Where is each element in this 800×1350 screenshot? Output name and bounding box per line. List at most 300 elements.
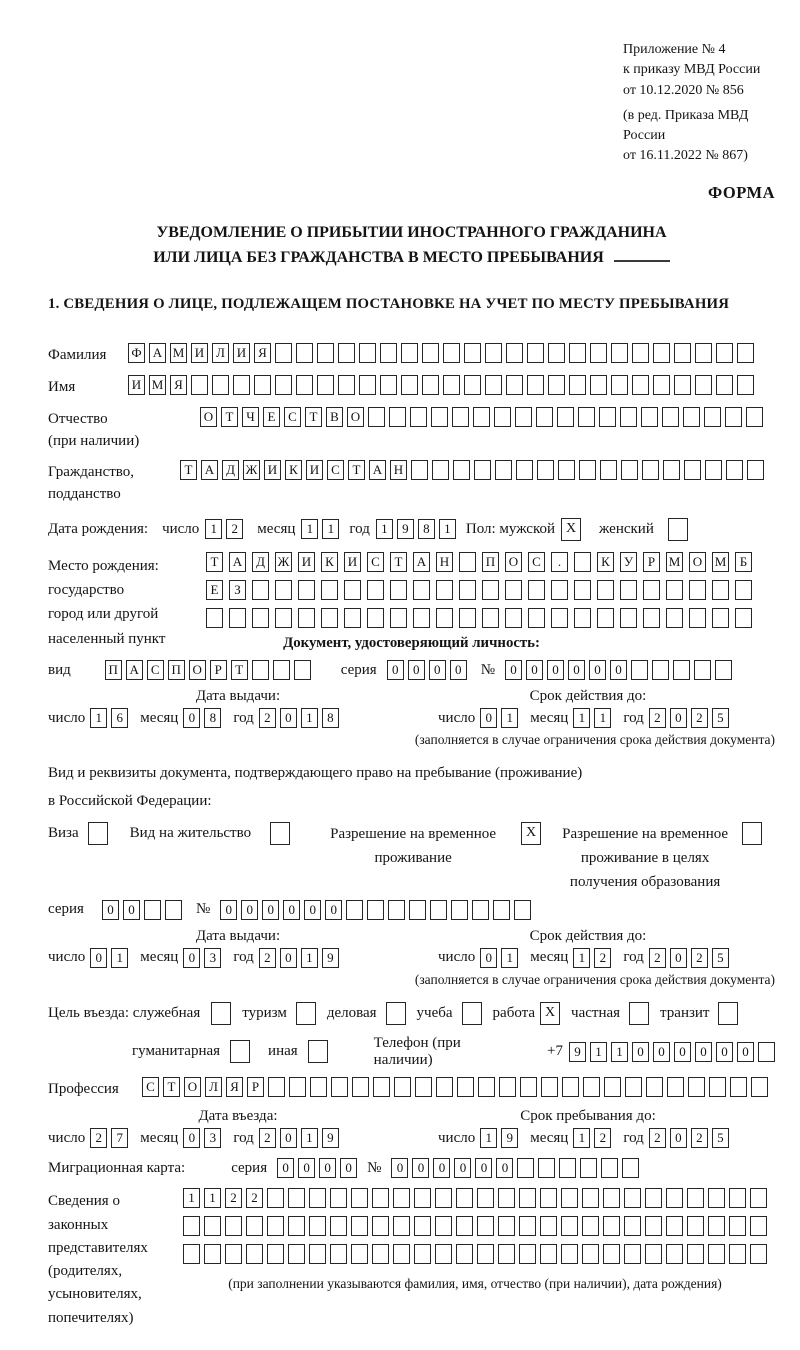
cell[interactable] (432, 460, 449, 480)
phone-cells[interactable] (569, 1042, 775, 1062)
cell[interactable]: 0 (429, 660, 446, 680)
cell[interactable]: 0 (340, 1158, 357, 1178)
cell[interactable] (436, 1077, 453, 1097)
cell[interactable] (413, 580, 430, 600)
cell[interactable] (578, 407, 595, 427)
cell[interactable] (645, 1188, 662, 1208)
cell[interactable] (246, 1244, 263, 1264)
cell[interactable] (414, 1244, 431, 1264)
cell[interactable] (688, 1077, 705, 1097)
cell[interactable] (708, 1216, 725, 1236)
cell[interactable]: Л (212, 343, 229, 363)
cell[interactable] (367, 580, 384, 600)
cell[interactable] (206, 608, 223, 628)
cell[interactable] (393, 1216, 410, 1236)
cell[interactable]: С (284, 407, 301, 427)
purpose-study-checkbox[interactable] (462, 1002, 482, 1025)
cell[interactable]: 0 (241, 900, 258, 920)
cell[interactable] (477, 1188, 494, 1208)
cell[interactable] (338, 375, 355, 395)
cell[interactable] (372, 1244, 389, 1264)
cell[interactable] (662, 407, 679, 427)
valid1-year-cells[interactable] (649, 708, 729, 728)
cell[interactable]: 1 (573, 708, 590, 728)
cell[interactable] (390, 608, 407, 628)
entry-month-cells[interactable] (183, 1128, 221, 1148)
cell[interactable]: Е (263, 407, 280, 427)
name-cells[interactable] (128, 375, 754, 395)
cell[interactable] (562, 1077, 579, 1097)
valid2-month-cells[interactable] (573, 948, 611, 968)
cell[interactable] (548, 343, 565, 363)
cell[interactable]: Т (348, 460, 365, 480)
cell[interactable] (517, 1158, 534, 1178)
cell[interactable] (430, 900, 447, 920)
issue1-month-cells[interactable] (183, 708, 221, 728)
cell[interactable] (704, 407, 721, 427)
cell[interactable]: А (149, 343, 166, 363)
cell[interactable]: 1 (376, 519, 393, 539)
cell[interactable]: Н (390, 460, 407, 480)
cell[interactable]: 0 (653, 1042, 670, 1062)
cell[interactable] (230, 1040, 250, 1063)
cell[interactable] (582, 1244, 599, 1264)
cell[interactable]: Ж (275, 552, 292, 572)
cell[interactable] (225, 1244, 242, 1264)
cell[interactable]: Е (206, 580, 223, 600)
cell[interactable] (653, 343, 670, 363)
cell[interactable] (597, 608, 614, 628)
cell[interactable]: О (347, 407, 364, 427)
cell[interactable] (541, 1077, 558, 1097)
cell[interactable]: Т (206, 552, 223, 572)
cell[interactable] (289, 1077, 306, 1097)
cell[interactable]: 2 (691, 708, 708, 728)
cell[interactable] (351, 1244, 368, 1264)
cell[interactable]: 0 (670, 1128, 687, 1148)
cell[interactable]: 1 (301, 1128, 318, 1148)
sex-female-checkbox[interactable] (668, 518, 688, 541)
cell[interactable] (144, 900, 161, 920)
cell[interactable]: 0 (123, 900, 140, 920)
cell[interactable]: 1 (501, 948, 518, 968)
cell[interactable] (750, 1188, 767, 1208)
cell[interactable] (413, 608, 430, 628)
cell[interactable]: М (712, 552, 729, 572)
cell[interactable] (712, 608, 729, 628)
cell[interactable] (275, 375, 292, 395)
cell[interactable]: К (597, 552, 614, 572)
cell[interactable] (514, 900, 531, 920)
cell[interactable]: С (528, 552, 545, 572)
cell[interactable] (422, 343, 439, 363)
cell[interactable] (443, 375, 460, 395)
cell[interactable] (372, 1216, 389, 1236)
residence-permit-checkbox[interactable] (270, 822, 290, 845)
migration-number-cells[interactable] (391, 1158, 639, 1178)
edu-permit-checkbox[interactable] (742, 822, 762, 845)
cell[interactable]: . (551, 552, 568, 572)
cell[interactable] (373, 1077, 390, 1097)
cell[interactable]: 0 (716, 1042, 733, 1062)
representatives-cells-row3[interactable] (183, 1244, 767, 1264)
cell[interactable]: 8 (418, 519, 435, 539)
cell[interactable] (435, 1188, 452, 1208)
cell[interactable] (758, 1042, 775, 1062)
cell[interactable]: Ж (243, 460, 260, 480)
cell[interactable]: Ф (128, 343, 145, 363)
doc-type-cells[interactable] (105, 660, 311, 680)
cell[interactable]: 0 (283, 900, 300, 920)
cell[interactable] (590, 343, 607, 363)
issue1-day-cells[interactable] (90, 708, 128, 728)
cell[interactable]: 3 (204, 948, 221, 968)
cell[interactable] (296, 375, 313, 395)
cell[interactable] (351, 1216, 368, 1236)
cell[interactable]: О (184, 1077, 201, 1097)
cell[interactable]: Р (643, 552, 660, 572)
cell[interactable] (604, 1077, 621, 1097)
cell[interactable]: 0 (319, 1158, 336, 1178)
cell[interactable]: 2 (649, 1128, 666, 1148)
cell[interactable] (620, 580, 637, 600)
cell[interactable] (344, 580, 361, 600)
cell[interactable] (401, 343, 418, 363)
cell[interactable] (331, 1077, 348, 1097)
cell[interactable]: 5 (712, 1128, 729, 1148)
cell[interactable] (666, 1216, 683, 1236)
cell[interactable]: Т (221, 407, 238, 427)
cell[interactable] (653, 375, 670, 395)
surname-cells[interactable] (128, 343, 754, 363)
cell[interactable] (409, 900, 426, 920)
doc-series-cells[interactable] (387, 660, 467, 680)
cell[interactable] (183, 1244, 200, 1264)
cell[interactable] (473, 407, 490, 427)
cell[interactable] (394, 1077, 411, 1097)
cell[interactable] (359, 375, 376, 395)
cell[interactable]: 0 (589, 660, 606, 680)
cell[interactable] (735, 580, 752, 600)
cell[interactable] (252, 580, 269, 600)
cell[interactable] (705, 460, 722, 480)
permit-number-cells[interactable] (220, 900, 531, 920)
cell[interactable] (372, 1188, 389, 1208)
purpose-work-checkbox[interactable] (540, 1002, 560, 1025)
cell[interactable] (165, 900, 182, 920)
cell[interactable] (388, 900, 405, 920)
cell[interactable]: 0 (220, 900, 237, 920)
cell[interactable] (527, 343, 544, 363)
cell[interactable] (611, 375, 628, 395)
birth-place-cells-row3[interactable] (206, 608, 752, 628)
cell[interactable] (695, 375, 712, 395)
cell[interactable] (695, 343, 712, 363)
cell[interactable] (515, 407, 532, 427)
cell[interactable] (687, 1216, 704, 1236)
cell[interactable] (580, 1158, 597, 1178)
cell[interactable]: 1 (480, 1128, 497, 1148)
cell[interactable] (268, 1077, 285, 1097)
cell[interactable]: О (689, 552, 706, 572)
cell[interactable] (456, 1244, 473, 1264)
cell[interactable] (689, 608, 706, 628)
cell[interactable]: 0 (496, 1158, 513, 1178)
cell[interactable] (478, 1077, 495, 1097)
cell[interactable] (459, 552, 476, 572)
cell[interactable] (321, 608, 338, 628)
cell[interactable] (270, 822, 290, 845)
cell[interactable]: Р (210, 660, 227, 680)
cell[interactable] (601, 1158, 618, 1178)
cell[interactable]: 0 (298, 1158, 315, 1178)
cell[interactable]: 1 (90, 708, 107, 728)
cell[interactable]: З (229, 580, 246, 600)
cell[interactable] (88, 822, 108, 845)
cell[interactable] (246, 1216, 263, 1236)
cell[interactable] (288, 1216, 305, 1236)
cell[interactable]: 1 (573, 1128, 590, 1148)
cell[interactable] (629, 1002, 649, 1025)
cell[interactable] (288, 1244, 305, 1264)
cell[interactable] (267, 1188, 284, 1208)
cell[interactable] (558, 460, 575, 480)
birth-place-cells-row2[interactable] (206, 580, 752, 600)
cell[interactable]: Я (170, 375, 187, 395)
cell[interactable]: 1 (301, 948, 318, 968)
cell[interactable] (729, 1188, 746, 1208)
cell[interactable] (472, 900, 489, 920)
cell[interactable] (267, 1216, 284, 1236)
cell[interactable] (751, 1077, 768, 1097)
cell[interactable]: 1 (301, 519, 318, 539)
cell[interactable]: М (666, 552, 683, 572)
cell[interactable]: И (306, 460, 323, 480)
cell[interactable]: Р (247, 1077, 264, 1097)
cell[interactable]: 2 (594, 948, 611, 968)
cell[interactable]: С (142, 1077, 159, 1097)
cell[interactable]: 0 (632, 1042, 649, 1062)
cell[interactable] (233, 375, 250, 395)
cell[interactable]: Д (222, 460, 239, 480)
cell[interactable]: С (367, 552, 384, 572)
cell[interactable] (528, 608, 545, 628)
cell[interactable]: 0 (737, 1042, 754, 1062)
cell[interactable] (666, 1244, 683, 1264)
cell[interactable]: 2 (594, 1128, 611, 1148)
cell[interactable] (204, 1216, 221, 1236)
cell[interactable]: 0 (280, 708, 297, 728)
cell[interactable] (414, 1216, 431, 1236)
cell[interactable] (683, 407, 700, 427)
cell[interactable]: 1 (611, 1042, 628, 1062)
cell[interactable] (603, 1216, 620, 1236)
cell[interactable] (527, 375, 544, 395)
cell[interactable] (317, 375, 334, 395)
cell[interactable] (485, 375, 502, 395)
cell[interactable]: X (540, 1002, 560, 1025)
cell[interactable]: 2 (259, 948, 276, 968)
cell[interactable] (308, 1040, 328, 1063)
cell[interactable] (389, 407, 406, 427)
cell[interactable]: И (233, 343, 250, 363)
cell[interactable] (597, 580, 614, 600)
birth-place-cells-row1[interactable] (206, 552, 752, 572)
cell[interactable] (275, 580, 292, 600)
cell[interactable]: У (620, 552, 637, 572)
cell[interactable] (309, 1188, 326, 1208)
cell[interactable] (746, 407, 763, 427)
cell[interactable]: Я (254, 343, 271, 363)
cell[interactable] (443, 343, 460, 363)
stay-day-cells[interactable] (480, 1128, 518, 1148)
cell[interactable] (625, 1077, 642, 1097)
cell[interactable] (273, 660, 290, 680)
cell[interactable]: 2 (90, 1128, 107, 1148)
cell[interactable] (582, 1216, 599, 1236)
cell[interactable]: 0 (412, 1158, 429, 1178)
cell[interactable] (386, 1002, 406, 1025)
cell[interactable] (474, 460, 491, 480)
cell[interactable] (506, 343, 523, 363)
cell[interactable] (225, 1216, 242, 1236)
cell[interactable] (590, 375, 607, 395)
cell[interactable]: 9 (322, 948, 339, 968)
cell[interactable] (561, 1244, 578, 1264)
cell[interactable] (485, 343, 502, 363)
cell[interactable] (352, 1077, 369, 1097)
cell[interactable]: 1 (590, 1042, 607, 1062)
cell[interactable] (569, 375, 586, 395)
cell[interactable] (528, 580, 545, 600)
cell[interactable] (330, 1244, 347, 1264)
cell[interactable] (673, 660, 690, 680)
cell[interactable]: 2 (649, 948, 666, 968)
cell[interactable] (642, 460, 659, 480)
cell[interactable]: А (201, 460, 218, 480)
cell[interactable] (551, 608, 568, 628)
cell[interactable]: Ч (242, 407, 259, 427)
cell[interactable] (436, 608, 453, 628)
purpose-official-checkbox[interactable] (211, 1002, 231, 1025)
sex-male-checkbox[interactable] (561, 518, 581, 541)
cell[interactable] (730, 1077, 747, 1097)
entry-day-cells[interactable] (90, 1128, 128, 1148)
cell[interactable]: 0 (695, 1042, 712, 1062)
cell[interactable]: 0 (277, 1158, 294, 1178)
cell[interactable]: 1 (322, 519, 339, 539)
cell[interactable] (456, 1216, 473, 1236)
cell[interactable] (561, 1188, 578, 1208)
cell[interactable] (393, 1244, 410, 1264)
cell[interactable]: 9 (569, 1042, 586, 1062)
cell[interactable] (611, 343, 628, 363)
cell[interactable] (540, 1188, 557, 1208)
cell[interactable]: 0 (526, 660, 543, 680)
birth-year-cells[interactable] (376, 519, 456, 539)
cell[interactable]: 1 (573, 948, 590, 968)
cell[interactable]: 3 (204, 1128, 221, 1148)
cell[interactable] (494, 407, 511, 427)
cell[interactable] (431, 407, 448, 427)
cell[interactable]: 0 (183, 708, 200, 728)
cell[interactable] (557, 407, 574, 427)
cell[interactable]: В (326, 407, 343, 427)
cell[interactable] (599, 407, 616, 427)
cell[interactable] (712, 580, 729, 600)
cell[interactable] (643, 580, 660, 600)
cell[interactable] (537, 460, 554, 480)
cell[interactable] (519, 1216, 536, 1236)
cell[interactable] (344, 608, 361, 628)
cell[interactable] (498, 1244, 515, 1264)
cell[interactable]: Т (180, 460, 197, 480)
cell[interactable] (309, 1216, 326, 1236)
cell[interactable] (459, 608, 476, 628)
cell[interactable] (643, 608, 660, 628)
cell[interactable]: И (191, 343, 208, 363)
cell[interactable] (451, 900, 468, 920)
representatives-cells-row1[interactable] (183, 1188, 767, 1208)
cell[interactable] (505, 580, 522, 600)
cell[interactable] (540, 1244, 557, 1264)
cell[interactable]: А (369, 460, 386, 480)
cell[interactable]: 9 (501, 1128, 518, 1148)
cell[interactable]: Т (163, 1077, 180, 1097)
cell[interactable]: 0 (547, 660, 564, 680)
cell[interactable] (456, 1188, 473, 1208)
cell[interactable]: 2 (259, 708, 276, 728)
cell[interactable]: А (413, 552, 430, 572)
cell[interactable] (183, 1216, 200, 1236)
cell[interactable]: И (264, 460, 281, 480)
cell[interactable]: 0 (304, 900, 321, 920)
purpose-business-checkbox[interactable] (386, 1002, 406, 1025)
cell[interactable]: П (482, 552, 499, 572)
cell[interactable] (390, 580, 407, 600)
cell[interactable]: 9 (397, 519, 414, 539)
cell[interactable] (666, 608, 683, 628)
cell[interactable] (414, 1188, 431, 1208)
cell[interactable]: 0 (670, 708, 687, 728)
cell[interactable]: М (170, 343, 187, 363)
cell[interactable] (415, 1077, 432, 1097)
cell[interactable]: 9 (322, 1128, 339, 1148)
cell[interactable] (351, 1188, 368, 1208)
valid1-month-cells[interactable] (573, 708, 611, 728)
cell[interactable]: 0 (183, 1128, 200, 1148)
cell[interactable] (725, 407, 742, 427)
cell[interactable] (435, 1216, 452, 1236)
cell[interactable] (309, 1244, 326, 1264)
cell[interactable] (275, 608, 292, 628)
cell[interactable] (579, 460, 596, 480)
cell[interactable] (620, 407, 637, 427)
cell[interactable] (453, 460, 470, 480)
cell[interactable]: И (128, 375, 145, 395)
profession-cells[interactable] (142, 1077, 768, 1097)
cell[interactable] (582, 1188, 599, 1208)
cell[interactable]: 0 (480, 948, 497, 968)
cell[interactable]: С (147, 660, 164, 680)
cell[interactable] (252, 608, 269, 628)
cell[interactable] (559, 1158, 576, 1178)
birth-day-cells[interactable] (205, 519, 243, 539)
cell[interactable] (321, 580, 338, 600)
cell[interactable] (493, 900, 510, 920)
cell[interactable] (498, 1188, 515, 1208)
purpose-tourism-checkbox[interactable] (296, 1002, 316, 1025)
